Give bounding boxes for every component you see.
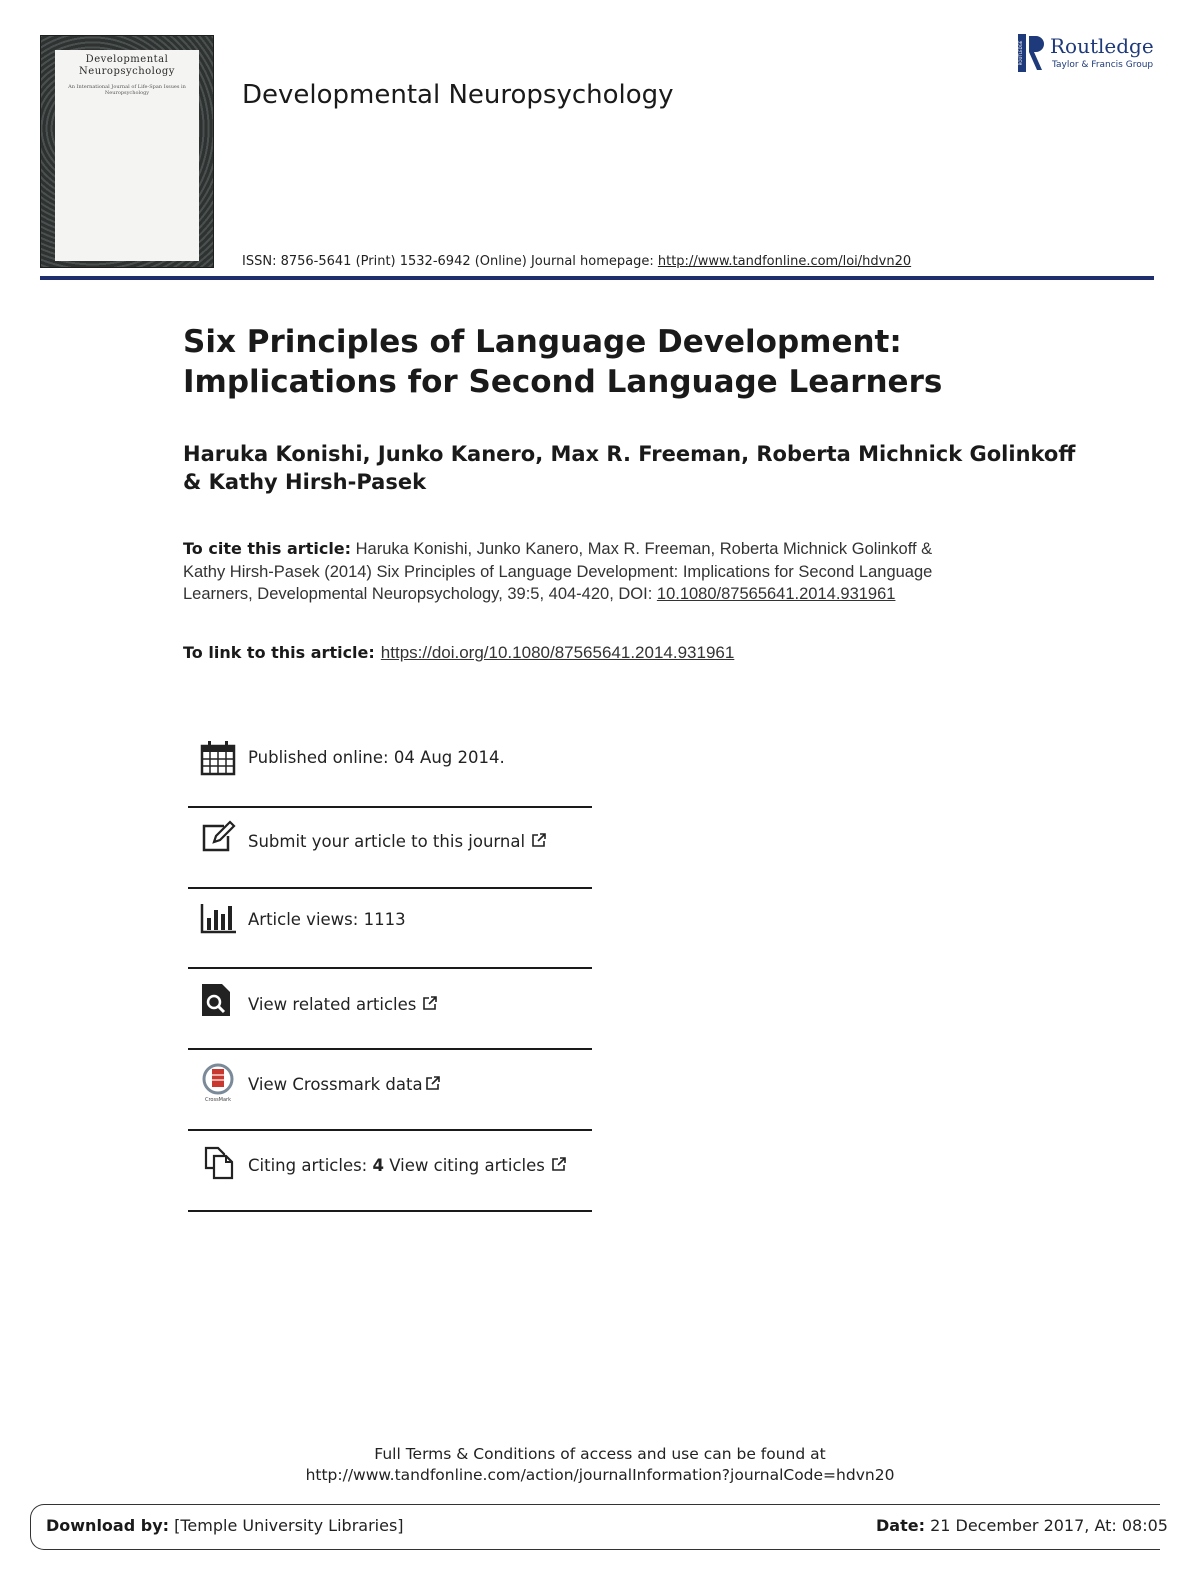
cover-title — [55, 54, 199, 78]
date-value: 21 December 2017, At: 08:05 — [924, 1516, 1168, 1535]
calendar-icon — [200, 740, 236, 776]
article-title-line1: Six Principles of Language Development: — [183, 324, 902, 360]
submit-label: Submit your article to this journal — [248, 832, 526, 851]
download-label: Download by: — [46, 1516, 170, 1535]
divider — [188, 967, 592, 969]
edit-icon — [200, 820, 236, 856]
citing-count: 4 — [372, 1156, 384, 1175]
header-divider — [40, 276, 1154, 280]
crossmark-label: View Crossmark data — [248, 1075, 423, 1094]
submit-link[interactable] — [248, 832, 547, 851]
authors-line1: Haruka Konishi, Junko Kanero, Max R. Freeman, Roberta Michnick Golinkoff — [183, 442, 1076, 466]
published-date: Published online: 04 Aug 2014. — [248, 748, 505, 767]
article-title-line2: Implications for Second Language Learners — [183, 364, 943, 400]
cite-doi-link[interactable]: 10.1080/87565641.2014.931961 — [656, 585, 896, 603]
publisher-subtitle: Taylor & Francis Group — [1052, 60, 1154, 70]
article-doi-link[interactable]: https://doi.org/10.1080/87565641.2014.931961 — [380, 643, 735, 662]
download-info — [46, 1516, 404, 1535]
routledge-logo-icon — [1018, 34, 1044, 72]
article-views: Article views: 1113 — [248, 910, 406, 929]
journal-name: Developmental Neuropsychology — [242, 80, 674, 110]
routledge-mark-text: ROUTLEDGE — [1018, 40, 1023, 66]
download-date — [876, 1516, 1168, 1535]
citing-articles-icon — [200, 1144, 236, 1180]
journal-cover — [40, 35, 214, 268]
citing-row[interactable] — [188, 1132, 592, 1213]
crossmark-row[interactable] — [188, 1051, 592, 1132]
cover-panel — [55, 50, 199, 261]
cover-title-line2: Neuropsychology — [79, 66, 175, 77]
article-authors — [183, 440, 1083, 496]
views-row — [188, 890, 592, 971]
cite-label: To cite this article: — [183, 539, 352, 558]
divider — [188, 1048, 592, 1050]
crossmark-link[interactable] — [248, 1075, 441, 1094]
journal-homepage-link[interactable]: http://www.tandfonline.com/loi/hdvn20 — [657, 254, 912, 269]
terms-line1: Full Terms & Conditions of access and use can be found at — [374, 1445, 826, 1463]
citing-articles-link[interactable] — [248, 1156, 567, 1175]
cite-text: Haruka Konishi, Junko Kanero, Max R. Freeman, Roberta Michnick Golinkoff & Kathy Hirsh-Pasek (2014) Six Principles of Language Development: Implications for Second Language Learners, Developmental Neuropsychology, 39:5, 404-420, DOI: — [183, 540, 933, 603]
cover-subtitle: An International Journal of Life-Span Issues in Neuropsychology — [68, 84, 186, 96]
crossmark-caption: CrossMark — [204, 1097, 232, 1103]
citation-block — [183, 538, 973, 606]
terms-notice — [0, 1444, 1200, 1486]
article-title — [183, 322, 1083, 402]
bar-chart-icon — [200, 900, 236, 936]
related-articles-link[interactable] — [248, 995, 438, 1014]
related-search-icon — [200, 982, 236, 1018]
divider — [188, 887, 592, 889]
external-link-icon — [551, 1156, 567, 1172]
article-link-line — [183, 643, 734, 663]
related-row[interactable] — [188, 970, 592, 1051]
download-value: [Temple University Libraries] — [169, 1516, 404, 1535]
external-link-icon — [425, 1075, 441, 1091]
external-link-icon — [422, 995, 438, 1011]
link-label: To link to this article: — [183, 643, 375, 662]
submit-row[interactable] — [188, 810, 592, 891]
external-link-icon — [531, 832, 547, 848]
terms-url[interactable]: http://www.tandfonline.com/action/journalInformation?journalCode=hdvn20 — [305, 1466, 895, 1484]
issn-line — [242, 254, 911, 269]
publisher-name: Routledge — [1050, 34, 1154, 58]
citing-prefix: Citing articles: — [248, 1156, 373, 1175]
cover-title-line1: Developmental — [85, 54, 169, 65]
divider — [188, 1129, 592, 1131]
citing-link-label: View citing articles — [383, 1156, 545, 1175]
divider — [188, 806, 592, 808]
related-label: View related articles — [248, 995, 417, 1014]
divider — [188, 1210, 592, 1212]
date-label: Date: — [876, 1516, 925, 1535]
crossmark-icon — [200, 1063, 236, 1103]
issn-text: ISSN: 8756-5641 (Print) 1532-6942 (Online) Journal homepage: — [242, 254, 658, 269]
published-row — [188, 728, 592, 809]
authors-line2: & Kathy Hirsh-Pasek — [183, 470, 427, 494]
